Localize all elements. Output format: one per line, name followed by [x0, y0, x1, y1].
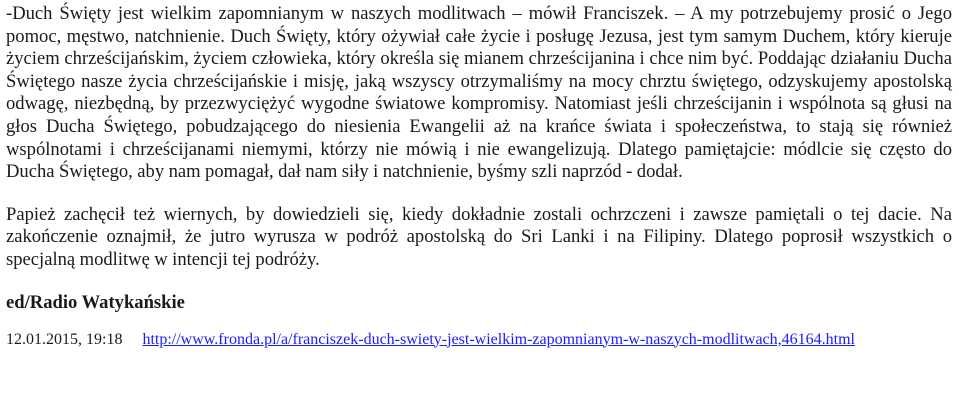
document-footer	[6, 330, 952, 350]
article-paragraph-2: Papież zachęcił też wiernych, by dowiedzieli się, kiedy dokładnie zostali ochrzczeni i zawsze pamiętali o tej dacie. Na zakończenie oznajmił, że jutro wyrusza w podróż apostolską do Sri Lanki i na Filipiny. Dlatego poprosił wszystkich o specjalną modlitwę w intencji tej podróży.	[6, 203, 952, 270]
article-signature: ed/Radio Watykańskie	[6, 291, 185, 313]
article-paragraph-1: -Duch Święty jest wielkim zapomnianym w naszych modlitwach – mówił Franciszek. – A my potrzebujemy prosić o Jego pomoc, męstwo, natchnienie. Duch Święty, który ożywiał całe życie i posługę Jezusa, jest tym samym Duchem, który kieruje życiem chrześcijańskim, życiem człowieka, który określa się mianem chrześcijanina i chce nim być. Poddając działaniu Ducha Świętego nasze życia chrześcijańskie i misję, jaką wszyscy otrzymaliśmy na mocy chrztu świętego, odzyskujemy apostolską odwagę, niezbędną, by przezwyciężyć wygodne światowe kompromisy. Natomiast jeśli chrześcijanin i wspólnota są głusi na głos Ducha Świętego, pobudzającego do niesienia Ewangelii aż na krańce świata i społeczeństwa, to stają się również wspólnotami i chrześcijanami niemymi, którzy nie mówią i nie ewangelizują. Dlatego pamiętajcie: módlcie się często do Ducha Świętego, aby nam pomagał, dał nam siły i natchnienie, byśmy szli naprzód - dodał.	[6, 3, 952, 183]
source-link[interactable]: http://www.fronda.pl/a/franciszek-duch-swiety-jest-wielkim-zapomnianym-w-naszych-modlitwach,46164.html	[142, 330, 855, 348]
publication-datetime: 12.01.2015, 19:18	[6, 330, 123, 348]
